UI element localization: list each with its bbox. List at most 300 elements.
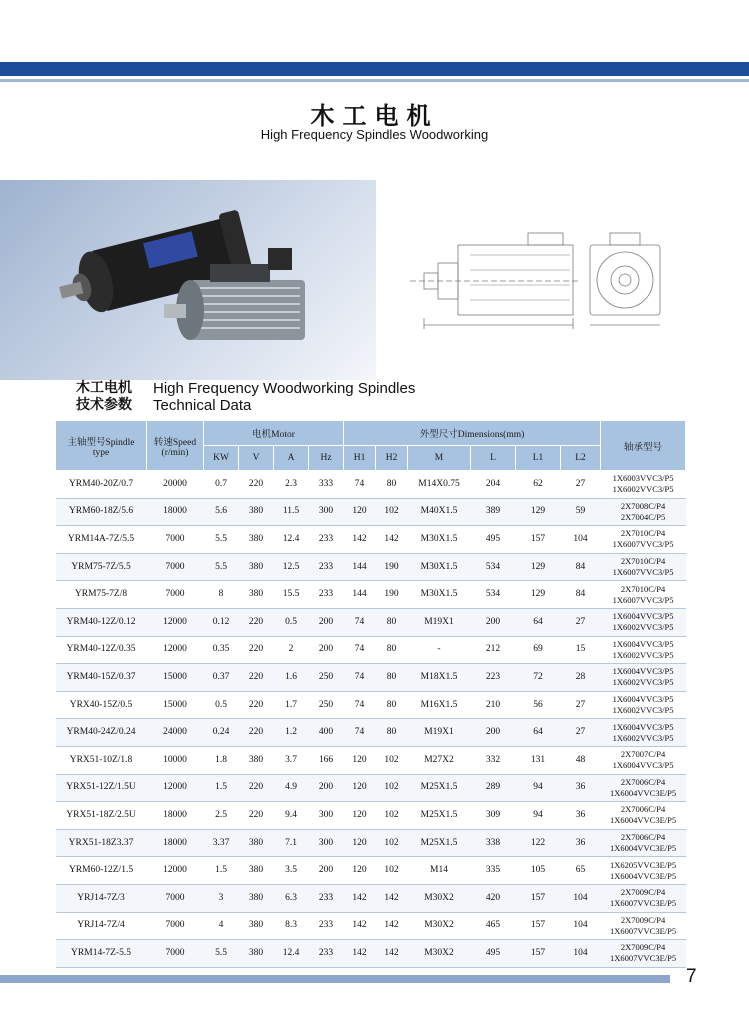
cell-hz: 233: [309, 884, 344, 912]
cell-v: 380: [239, 498, 274, 526]
col-header-v: V: [239, 446, 274, 471]
cell-hz: 250: [309, 664, 344, 692]
cell-speed: 18000: [147, 498, 204, 526]
cell-l2: 104: [561, 884, 601, 912]
cell-m: M30X2: [408, 884, 471, 912]
cell-m: M19X1: [408, 719, 471, 747]
cell-speed: 12000: [147, 608, 204, 636]
section-title-cn-line2: 技术参数: [76, 397, 132, 413]
cell-l2: 27: [561, 719, 601, 747]
cell-kw: 2.5: [204, 802, 239, 830]
cell-v: 220: [239, 802, 274, 830]
cell-h2: 102: [376, 774, 408, 802]
cell-m: M30X2: [408, 940, 471, 968]
table-row: [56, 636, 686, 664]
cell-l1: 157: [516, 526, 561, 554]
cell-type: YRM40-15Z/0.37: [56, 664, 147, 692]
cell-m: M14X0.75: [408, 471, 471, 499]
cell-kw: 0.12: [204, 608, 239, 636]
cell-l2: 27: [561, 691, 601, 719]
cell-l2: 48: [561, 746, 601, 774]
cell-speed: 7000: [147, 884, 204, 912]
cell-hz: 250: [309, 691, 344, 719]
cell-l: 335: [471, 857, 516, 885]
cell-a: 12.4: [274, 940, 309, 968]
table-row: [56, 553, 686, 581]
cell-speed: 12000: [147, 774, 204, 802]
cell-m: M40X1.5: [408, 498, 471, 526]
bearing-line-2: 1X6002VVC3/P5: [612, 484, 674, 495]
col-header-h2: H2: [376, 446, 408, 471]
cell-a: 2.3: [274, 471, 309, 499]
cell-l1: 105: [516, 857, 561, 885]
cell-h2: 102: [376, 802, 408, 830]
cell-l2: 84: [561, 553, 601, 581]
cell-l1: 157: [516, 884, 561, 912]
cell-l: 465: [471, 912, 516, 940]
col-header-type: 主轴型号Spindle type: [56, 421, 147, 471]
bearing-line-2: 1X6002VVC3/P5: [612, 732, 674, 743]
cell-a: 1.6: [274, 664, 309, 692]
cell-h1: 120: [344, 498, 376, 526]
cell-v: 220: [239, 691, 274, 719]
cell-bearing: [601, 829, 686, 857]
cell-l: 338: [471, 829, 516, 857]
cell-speed: 10000: [147, 746, 204, 774]
cell-h1: 144: [344, 581, 376, 609]
bearing-line-1: 1X6003VVC3/P5: [612, 473, 674, 484]
cell-l2: 84: [561, 581, 601, 609]
cell-h1: 120: [344, 829, 376, 857]
cell-h1: 142: [344, 912, 376, 940]
cell-h1: 120: [344, 746, 376, 774]
cell-l2: 27: [561, 608, 601, 636]
table-row: [56, 802, 686, 830]
cell-kw: 5.6: [204, 498, 239, 526]
bearing-line-1: 2X7009C/P4: [620, 942, 666, 953]
bearing-line-2: 1X6004VVC3/P5: [612, 760, 674, 771]
cell-type: YRM40-12Z/0.12: [56, 608, 147, 636]
bearing-line-1: 2X7006C/P4: [620, 832, 666, 843]
cell-h1: 74: [344, 719, 376, 747]
cell-l2: 104: [561, 940, 601, 968]
cell-h2: 80: [376, 636, 408, 664]
cell-hz: 333: [309, 471, 344, 499]
cell-bearing: [601, 857, 686, 885]
bearing-line-1: 1X6004VVC3/P5: [612, 638, 674, 649]
cell-v: 220: [239, 664, 274, 692]
cell-bearing: [601, 940, 686, 968]
cell-kw: 0.35: [204, 636, 239, 664]
cell-v: 380: [239, 912, 274, 940]
cell-a: 15.5: [274, 581, 309, 609]
cell-v: 220: [239, 608, 274, 636]
top-brand-bar: [0, 62, 749, 76]
col-header-hz: Hz: [309, 446, 344, 471]
cell-speed: 18000: [147, 829, 204, 857]
technical-drawing: [400, 225, 685, 345]
cell-l2: 36: [561, 802, 601, 830]
cell-m: M25X1.5: [408, 774, 471, 802]
page-title-en: High Frequency Spindles Woodworking: [260, 127, 489, 142]
table-row: [56, 912, 686, 940]
cell-hz: 300: [309, 802, 344, 830]
cell-l1: 129: [516, 553, 561, 581]
cell-h1: 142: [344, 884, 376, 912]
table-row: [56, 940, 686, 968]
cell-kw: 8: [204, 581, 239, 609]
cell-l2: 59: [561, 498, 601, 526]
cell-kw: 0.24: [204, 719, 239, 747]
cell-bearing: [601, 581, 686, 609]
cell-h2: 142: [376, 912, 408, 940]
cell-l: 534: [471, 553, 516, 581]
cell-hz: 233: [309, 553, 344, 581]
cell-l1: 56: [516, 691, 561, 719]
cell-speed: 24000: [147, 719, 204, 747]
cell-l: 200: [471, 608, 516, 636]
cell-m: M27X2: [408, 746, 471, 774]
cell-m: M30X1.5: [408, 526, 471, 554]
cell-h2: 142: [376, 526, 408, 554]
cell-h1: 74: [344, 664, 376, 692]
cell-l1: 64: [516, 719, 561, 747]
table-row: [56, 526, 686, 554]
cell-type: YRX40-15Z/0.5: [56, 691, 147, 719]
cell-a: 8.3: [274, 912, 309, 940]
cell-h1: 120: [344, 857, 376, 885]
bearing-line-2: 1X6007VVC3E/P5: [609, 953, 677, 964]
bearing-line-2: 1X6004VVC3E/P5: [609, 787, 677, 798]
cell-h2: 80: [376, 691, 408, 719]
cell-h2: 102: [376, 829, 408, 857]
col-header-speed: 转速Speed (r/min): [147, 421, 204, 471]
cell-type: YRM14-7Z-5.5: [56, 940, 147, 968]
cell-kw: 3: [204, 884, 239, 912]
cell-v: 220: [239, 636, 274, 664]
bearing-line-2: 1X6002VVC3/P5: [612, 649, 674, 660]
cell-bearing: [601, 719, 686, 747]
bearing-line-1: 1X6004VVC3/P5: [612, 666, 674, 677]
cell-v: 380: [239, 746, 274, 774]
cell-bearing: [601, 912, 686, 940]
cell-h2: 80: [376, 719, 408, 747]
cell-h1: 74: [344, 471, 376, 499]
bearing-line-1: 2X7009C/P4: [620, 887, 666, 898]
cell-a: 3.7: [274, 746, 309, 774]
cell-l: 495: [471, 940, 516, 968]
bearing-line-2: 1X6007VVC3/P5: [612, 567, 674, 578]
bearing-line-2: 1X6002VVC3/P5: [612, 677, 674, 688]
cell-speed: 7000: [147, 940, 204, 968]
bearing-line-1: 1X6004VVC3/P5: [612, 611, 674, 622]
section-title-cn-line1: 木工电机: [76, 380, 132, 396]
cell-kw: 0.37: [204, 664, 239, 692]
bearing-line-2: 1X6004VVC3E/P5: [609, 843, 677, 854]
table-row: [56, 829, 686, 857]
table-row: [56, 774, 686, 802]
table-row: [56, 884, 686, 912]
cell-h2: 80: [376, 471, 408, 499]
cell-h1: 120: [344, 802, 376, 830]
cell-a: 6.3: [274, 884, 309, 912]
section-title-en-line1: High Frequency Woodworking Spindles: [153, 380, 416, 397]
table-row: [56, 857, 686, 885]
cell-l1: 69: [516, 636, 561, 664]
cell-v: 380: [239, 526, 274, 554]
bottom-bar: [0, 975, 670, 983]
table-row: [56, 664, 686, 692]
cell-a: 12.4: [274, 526, 309, 554]
cell-kw: 0.7: [204, 471, 239, 499]
cell-h2: 190: [376, 581, 408, 609]
col-header-l1: L1: [516, 446, 561, 471]
cell-a: 11.5: [274, 498, 309, 526]
cell-l2: 104: [561, 526, 601, 554]
cell-speed: 12000: [147, 857, 204, 885]
cell-a: 1.7: [274, 691, 309, 719]
cell-a: 9.4: [274, 802, 309, 830]
bearing-line-1: 2X7010C/P4: [620, 583, 666, 594]
cell-hz: 233: [309, 581, 344, 609]
cell-hz: 300: [309, 829, 344, 857]
cell-h2: 102: [376, 746, 408, 774]
cell-kw: 5.5: [204, 940, 239, 968]
cell-a: 1.2: [274, 719, 309, 747]
table-row: [56, 471, 686, 499]
cell-bearing: [601, 526, 686, 554]
cell-l1: 157: [516, 940, 561, 968]
cell-type: YRM75-7Z/8: [56, 581, 147, 609]
cell-v: 220: [239, 774, 274, 802]
cell-speed: 7000: [147, 912, 204, 940]
cell-hz: 233: [309, 912, 344, 940]
cell-l: 495: [471, 526, 516, 554]
cell-type: YRM40-24Z/0.24: [56, 719, 147, 747]
cell-bearing: [601, 802, 686, 830]
cell-v: 380: [239, 553, 274, 581]
cell-bearing: [601, 691, 686, 719]
bearing-line-2: 1X6007VVC3E/P5: [609, 925, 677, 936]
cell-bearing: [601, 636, 686, 664]
col-header-m: M: [408, 446, 471, 471]
cell-h2: 190: [376, 553, 408, 581]
bearing-line-1: 2X7010C/P4: [620, 556, 666, 567]
cell-bearing: [601, 498, 686, 526]
col-header-dimensions: 外型尺寸Dimensions(mm): [344, 421, 601, 446]
col-header-bearing: 轴承型号: [601, 421, 686, 471]
cell-speed: 7000: [147, 553, 204, 581]
cell-l2: 28: [561, 664, 601, 692]
cell-l: 332: [471, 746, 516, 774]
cell-h2: 102: [376, 498, 408, 526]
cell-l2: 36: [561, 774, 601, 802]
cell-type: YRX51-10Z/1.8: [56, 746, 147, 774]
cell-l2: 65: [561, 857, 601, 885]
bearing-line-2: 2X7004C/P5: [620, 511, 666, 522]
cell-type: YRJ14-7Z/4: [56, 912, 147, 940]
cell-type: YRJ14-7Z/3: [56, 884, 147, 912]
cell-l2: 15: [561, 636, 601, 664]
cell-l2: 36: [561, 829, 601, 857]
cell-m: M18X1.5: [408, 664, 471, 692]
cell-h2: 102: [376, 857, 408, 885]
cell-type: YRM60-18Z/5.6: [56, 498, 147, 526]
bearing-line-2: 1X6004VVC3E/P5: [609, 815, 677, 826]
cell-v: 380: [239, 829, 274, 857]
cell-h1: 142: [344, 940, 376, 968]
cell-m: M19X1: [408, 608, 471, 636]
cell-h1: 74: [344, 608, 376, 636]
cell-a: 3.5: [274, 857, 309, 885]
cell-v: 220: [239, 471, 274, 499]
cell-l: 289: [471, 774, 516, 802]
cell-speed: 7000: [147, 581, 204, 609]
cell-kw: 5.5: [204, 526, 239, 554]
bearing-line-2: 1X6002VVC3/P5: [612, 705, 674, 716]
bearing-line-2: 1X6002VVC3/P5: [612, 622, 674, 633]
cell-a: 0.5: [274, 608, 309, 636]
cell-l: 534: [471, 581, 516, 609]
col-header-l: L: [471, 446, 516, 471]
col-header-kw: KW: [204, 446, 239, 471]
page-number: 7: [686, 966, 697, 987]
cell-hz: 200: [309, 774, 344, 802]
cell-type: YRM40-20Z/0.7: [56, 471, 147, 499]
top-accent-line: [0, 79, 749, 82]
cell-m: M25X1.5: [408, 829, 471, 857]
bearing-line-1: 1X6004VVC3/P5: [612, 694, 674, 705]
cell-bearing: [601, 774, 686, 802]
cell-kw: 3.37: [204, 829, 239, 857]
cell-type: YRM14A-7Z/5.5: [56, 526, 147, 554]
bearing-line-2: 1X6007VVC3/P5: [612, 594, 674, 605]
cell-h1: 144: [344, 553, 376, 581]
cell-l1: 129: [516, 498, 561, 526]
table-row: [56, 581, 686, 609]
spec-table-body: [56, 471, 686, 968]
cell-l: 204: [471, 471, 516, 499]
cell-l: 223: [471, 664, 516, 692]
cell-l2: 27: [561, 471, 601, 499]
cell-speed: 18000: [147, 802, 204, 830]
spindle-motor-illustration: [0, 180, 376, 380]
bearing-line-2: 1X6007VVC3E/P5: [609, 898, 677, 909]
cell-h2: 80: [376, 608, 408, 636]
cell-h1: 120: [344, 774, 376, 802]
cell-l1: 129: [516, 581, 561, 609]
col-header-motor: 电机Motor: [204, 421, 344, 446]
bearing-line-2: 1X6004VVC3E/P5: [609, 870, 677, 881]
cell-speed: 15000: [147, 691, 204, 719]
cell-kw: 1.5: [204, 774, 239, 802]
spindle-motor-photo: [0, 180, 376, 380]
cell-type: YRM60-12Z/1.5: [56, 857, 147, 885]
cell-hz: 233: [309, 940, 344, 968]
cell-a: 7.1: [274, 829, 309, 857]
cell-kw: 4: [204, 912, 239, 940]
bearing-line-1: 2X7007C/P4: [620, 749, 666, 760]
cell-l: 420: [471, 884, 516, 912]
cell-h2: 142: [376, 940, 408, 968]
cell-m: M30X2: [408, 912, 471, 940]
bearing-line-1: 1X6205VVC3E/P5: [609, 859, 677, 870]
col-header-a: A: [274, 446, 309, 471]
cell-m: M30X1.5: [408, 553, 471, 581]
section-title-en: [153, 380, 415, 414]
cell-hz: 400: [309, 719, 344, 747]
cell-h1: 74: [344, 691, 376, 719]
table-row: [56, 719, 686, 747]
bearing-line-1: 2X7006C/P4: [620, 804, 666, 815]
cell-m: M16X1.5: [408, 691, 471, 719]
table-row: [56, 608, 686, 636]
cell-speed: 15000: [147, 664, 204, 692]
cell-hz: 166: [309, 746, 344, 774]
cell-hz: 200: [309, 857, 344, 885]
cell-l1: 72: [516, 664, 561, 692]
section-title-en-line2: Technical Data: [153, 397, 252, 414]
cell-bearing: [601, 746, 686, 774]
section-title-cn: [76, 380, 132, 414]
bearing-line-1: 1X6004VVC3/P5: [612, 721, 674, 732]
cell-type: YRX51-18Z3.37: [56, 829, 147, 857]
cell-kw: 0.5: [204, 691, 239, 719]
table-row: [56, 691, 686, 719]
cell-a: 4.9: [274, 774, 309, 802]
dimension-drawing: [400, 225, 685, 345]
cell-l1: 64: [516, 608, 561, 636]
cell-h2: 142: [376, 884, 408, 912]
page-title-cn: 木工电机: [310, 102, 439, 130]
cell-type: YRM75-7Z/5.5: [56, 553, 147, 581]
cell-kw: 1.8: [204, 746, 239, 774]
bearing-line-1: 2X7009C/P4: [620, 914, 666, 925]
cell-speed: 20000: [147, 471, 204, 499]
table-row: [56, 746, 686, 774]
cell-m: -: [408, 636, 471, 664]
cell-l1: 122: [516, 829, 561, 857]
cell-bearing: [601, 471, 686, 499]
col-header-l2: L2: [561, 446, 601, 471]
cell-l: 210: [471, 691, 516, 719]
cell-type: YRM40-12Z/0.35: [56, 636, 147, 664]
cell-l2: 104: [561, 912, 601, 940]
cell-hz: 233: [309, 526, 344, 554]
cell-a: 2: [274, 636, 309, 664]
cell-speed: 7000: [147, 526, 204, 554]
cell-l: 309: [471, 802, 516, 830]
cell-bearing: [601, 884, 686, 912]
cell-type: YRX51-12Z/1.5U: [56, 774, 147, 802]
cell-a: 12.5: [274, 553, 309, 581]
cell-v: 380: [239, 884, 274, 912]
cell-l1: 157: [516, 912, 561, 940]
bearing-line-1: 2X7010C/P4: [620, 528, 666, 539]
cell-bearing: [601, 553, 686, 581]
cell-bearing: [601, 664, 686, 692]
bearing-line-1: 2X7008C/P4: [620, 500, 666, 511]
cell-l1: 94: [516, 774, 561, 802]
bearing-line-2: 1X6007VVC3/P5: [612, 539, 674, 550]
cell-kw: 1.5: [204, 857, 239, 885]
cell-l: 200: [471, 719, 516, 747]
table-row: [56, 498, 686, 526]
cell-v: 380: [239, 940, 274, 968]
cell-l: 389: [471, 498, 516, 526]
col-header-h1: H1: [344, 446, 376, 471]
cell-v: 220: [239, 719, 274, 747]
